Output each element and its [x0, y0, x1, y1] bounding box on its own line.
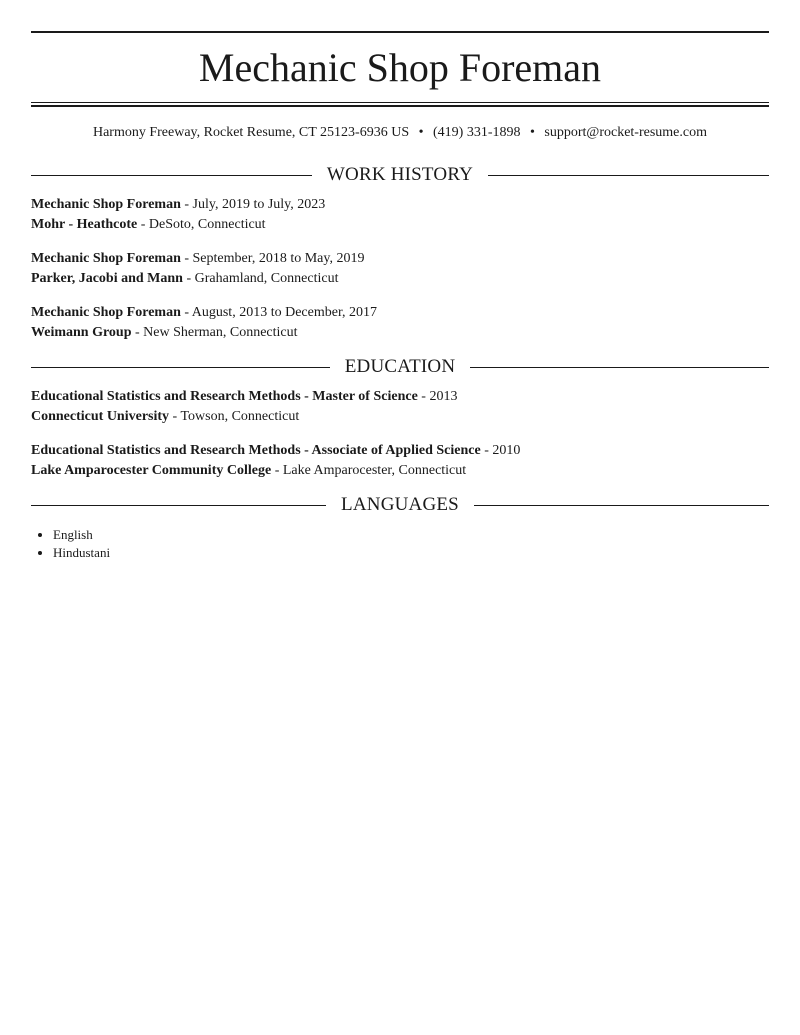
degree-year: - 2010 — [480, 443, 521, 458]
section-heading-languages — [31, 494, 769, 516]
contact-phone: (419) 331-1898 — [433, 125, 521, 140]
school-location: - Lake Amparocester, Connecticut — [271, 463, 467, 478]
degree-name: Educational Statistics and Research Methods - Associate of Applied Science — [31, 443, 481, 458]
education-school-row — [31, 461, 769, 481]
top-rule — [31, 31, 769, 33]
school-name: Connecticut University — [31, 409, 170, 424]
resume-title: Mechanic Shop Foreman — [198, 45, 602, 90]
section-title: LANGUAGES — [341, 494, 459, 515]
education-entry — [31, 387, 769, 427]
school-name: Lake Amparocester Community College — [31, 463, 272, 478]
job-dates: - August, 2013 to December, 2017 — [180, 305, 378, 320]
work-entry-title-row — [31, 303, 769, 323]
languages-list — [31, 526, 110, 562]
work-entry-employer-row — [31, 269, 769, 289]
job-title: Mechanic Shop Foreman — [31, 251, 181, 266]
job-dates: - July, 2019 to July, 2023 — [180, 197, 326, 212]
job-title: Mechanic Shop Foreman — [31, 305, 181, 320]
employer-name: Weimann Group — [31, 325, 132, 340]
title-double-rule — [31, 102, 769, 107]
school-location: - Towson, Connecticut — [169, 409, 300, 424]
employer-name: Mohr - Heathcote — [31, 217, 138, 232]
section-title: EDUCATION — [344, 356, 456, 377]
heading-rule-right — [470, 367, 769, 368]
job-dates: - September, 2018 to May, 2019 — [180, 251, 365, 266]
work-entry-employer-row — [31, 323, 769, 343]
degree-name: Educational Statistics and Research Methods - Master of Science — [31, 389, 418, 404]
contact-address: Harmony Freeway, Rocket Resume, CT 25123-6936 US — [92, 125, 410, 140]
work-entry — [31, 303, 769, 343]
employer-location: - DeSoto, Connecticut — [137, 217, 266, 232]
employer-location: - New Sherman, Connecticut — [131, 325, 298, 340]
degree-year: - 2013 — [417, 389, 458, 404]
language-item: • English — [53, 526, 110, 544]
heading-rule-right — [474, 505, 769, 506]
section-title: WORK HISTORY — [326, 164, 474, 185]
contact-email: support@rocket-resume.com — [544, 125, 707, 140]
work-entry — [31, 195, 769, 235]
heading-rule-left — [31, 367, 330, 368]
work-entry — [31, 249, 769, 289]
heading-rule-left — [31, 505, 326, 506]
employer-name: Parker, Jacobi and Mann — [31, 271, 183, 286]
job-title: Mechanic Shop Foreman — [31, 197, 181, 212]
education-degree-row — [31, 441, 769, 461]
contact-separator: • — [530, 125, 535, 140]
language-item: • Hindustani — [53, 544, 110, 562]
heading-rule-left — [31, 175, 312, 176]
contact-line — [31, 124, 769, 142]
contact-separator: • — [418, 125, 424, 140]
work-entry-title-row — [31, 249, 769, 269]
education-school-row — [31, 407, 769, 427]
heading-rule-right — [488, 175, 769, 176]
education-entry — [31, 441, 769, 481]
work-entry-title-row — [31, 195, 769, 215]
section-heading-education — [31, 356, 769, 378]
education-degree-row — [31, 387, 769, 407]
employer-location: - Grahamland, Connecticut — [182, 271, 339, 286]
work-entry-employer-row — [31, 215, 769, 235]
section-heading-work-history — [31, 164, 769, 186]
